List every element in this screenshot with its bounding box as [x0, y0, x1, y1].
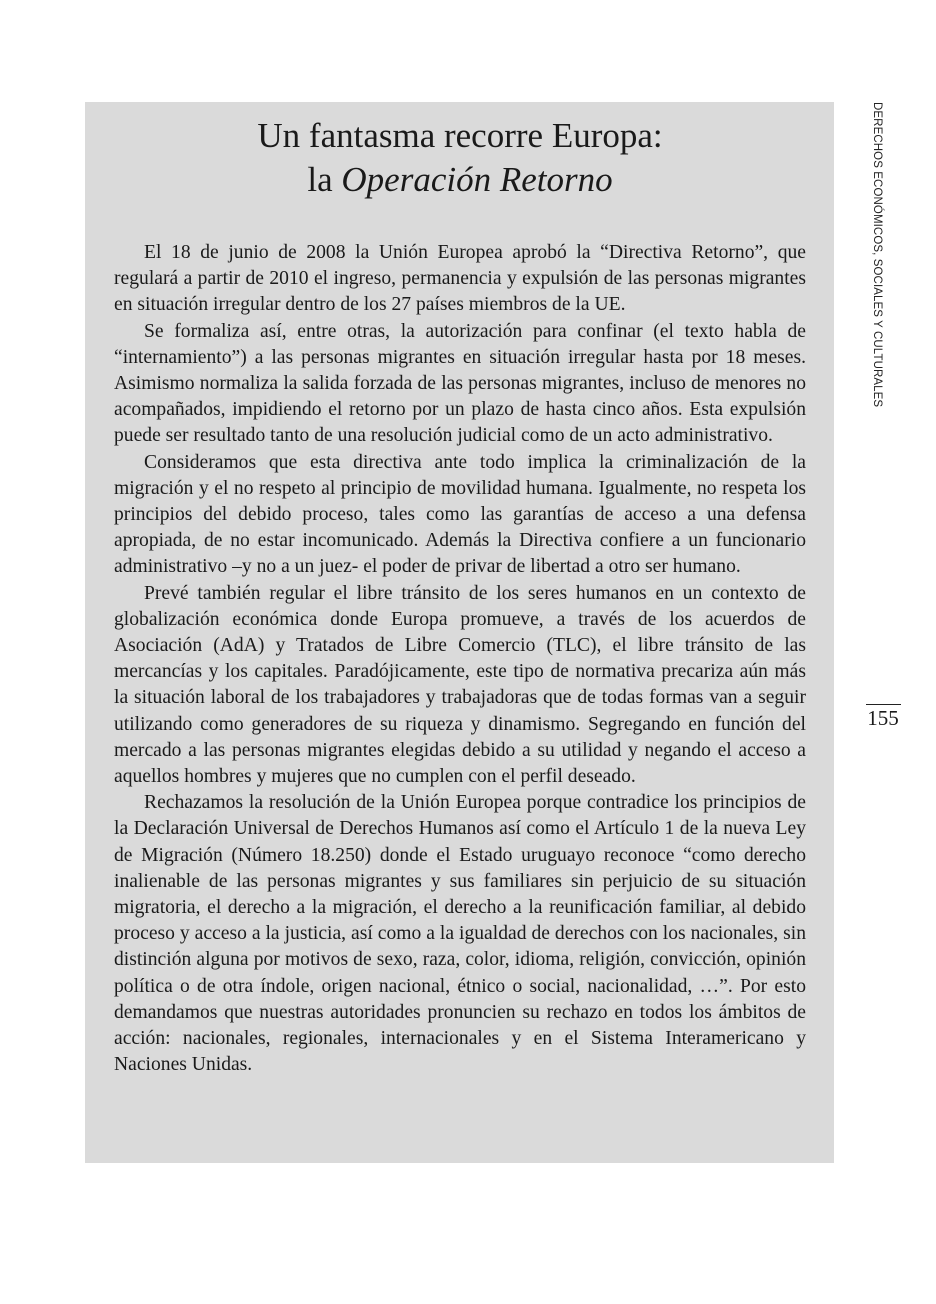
- title-line-2-italic: Operación Retorno: [341, 160, 613, 199]
- page-number: 155: [867, 706, 899, 730]
- paragraph-5: Rechazamos la resolución de la Unión Europea porque contradice los principios de la Declaración Universal de Derechos Humanos así como el Artículo 1 de la nueva Ley de Migración (Número 18.250) donde el Estado uruguayo reconoce “como derecho inalienable de las personas migrantes y sus familiares sin perjuicio de su situación migratoria, el derecho a la migración, el derecho a la reunificación familiar, al debido proceso y acceso a la justicia, así como a la igualdad de derechos con los nacionales, sin distinción alguna por motivos de sexo, raza, color, idioma, religión, convicción, opinión política o de otra índole, origen nacional, étnico o social, nacionalidad, …”. Por esto demandamos que nuestras autoridades pronuncien su rechazo en todos los ámbitos de acción: nacionales, regionales, internacionales y en el Sistema Interamericano y Naciones Unidas.: [114, 792, 806, 1076]
- running-header: DERECHOS ECONÓMICOS, SOCIALES Y CULTURALES: [871, 102, 883, 408]
- paragraph-3: Consideramos que esta directiva ante todo implica la criminalización de la migración y el no respeto al principio de movilidad humana. Igualmente, no respeta los principios del debido proceso, tales como las garantías de acceso a una defensa apropiada, de no estar incomunicado. Además la Directiva confiere a un funcionario administrativo –y no a un juez- el poder de privar de libertad a otro ser humano.: [114, 451, 806, 578]
- title-line-2-prefix: la: [307, 160, 342, 199]
- title-line-1: Un fantasma recorre Europa:: [257, 116, 663, 155]
- article-title: [114, 114, 806, 202]
- paragraph-2: Se formaliza así, entre otras, la autorización para confinar (el texto habla de “internamiento”) a las personas migrantes en situación irregular hasta por 18 meses. Asimismo normaliza la salida forzada de las personas migrantes, incluso de menores no acompañados, impidiendo el retorno por un plazo de hasta cinco años. Esta expulsión puede ser resultado tanto de una resolución judicial como de un acto administrativo.: [114, 320, 806, 447]
- article-body: [114, 240, 806, 1079]
- article-box: [85, 102, 834, 1163]
- paragraph-1: El 18 de junio de 2008 la Unión Europea aprobó la “Directiva Retorno”, que regulará a partir de 2010 el ingreso, permanencia y expulsión de las personas migrantes en situación irregular dentro de los 27 países miembros de la UE.: [114, 242, 806, 316]
- paragraph-4: Prevé también regular el libre tránsito de los seres humanos en un contexto de globalización económica donde Europa promueve, a través de los acuerdos de Asociación (AdA) y Tratados de Libre Comercio (TLC), el libre tránsito de las mercancías y los capitales. Paradójicamente, este tipo de normativa precariza aún más la situación laboral de los trabajadores y trabajadoras que de todas formas van a seguir utilizando como generadores de su riqueza y dinamismo. Segregando en función del mercado a las personas migrantes elegidas debido a su utilidad y negando el acceso a aquellos hombres y mujeres que no cumplen con el perfil deseado.: [114, 582, 806, 788]
